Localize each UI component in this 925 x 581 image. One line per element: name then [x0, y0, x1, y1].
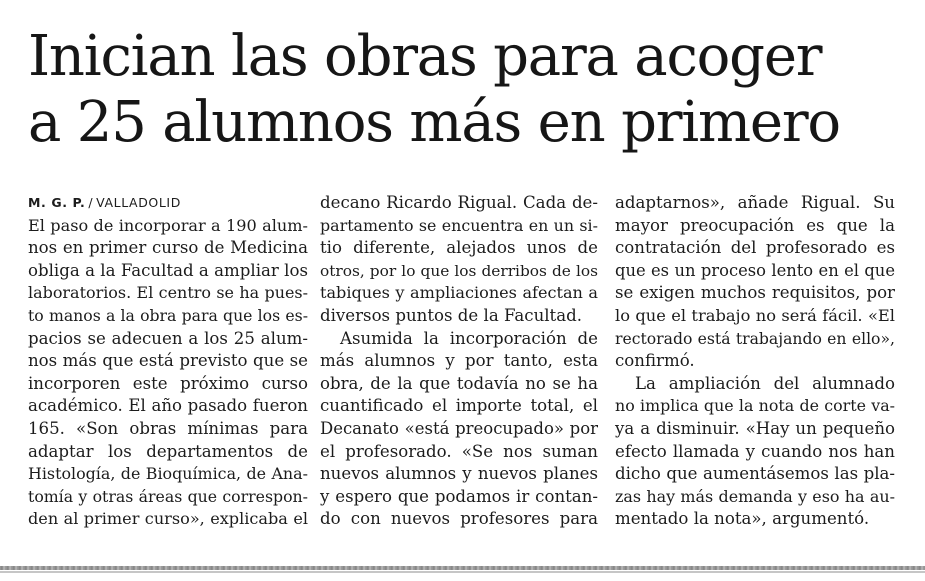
article-column-1 [28, 192, 308, 531]
text-line: 165. «Son obras mínimas para [28, 418, 308, 438]
text-line: Histología, de Bioquímica, de Ana- [28, 464, 308, 484]
text-line: laboratorios. El centro se ha pues- [28, 283, 308, 303]
text-line: el profesorado. «Se nos suman [320, 441, 598, 461]
article-column-3 [615, 192, 895, 531]
text-line: decano Ricardo Rigual. Cada de- [320, 193, 598, 212]
text-line: otros, por lo que los derribos de los [320, 261, 598, 280]
text-line: adaptar los departamentos de [28, 441, 308, 461]
text-line: que es un proceso lento en el que [615, 260, 895, 280]
text-line: nuevos alumnos y nuevos planes [320, 464, 598, 484]
text-line: rectorado está trabajando en ello», [615, 328, 895, 348]
article-column-2 [320, 192, 598, 531]
text-line: cuantificado el importe total, el [320, 396, 598, 416]
text-line: partamento se encuentra en un si- [320, 215, 598, 235]
text-line: académico. El año pasado fueron [28, 396, 308, 416]
text-line: se exigen muchos requisitos, por [615, 283, 895, 303]
text-line: ya a disminuir. «Hay un pequeño [615, 418, 895, 438]
text-line: to manos a la obra para que los es- [28, 305, 308, 325]
text-line: obliga a la Facultad a ampliar los [28, 260, 308, 280]
byline [28, 192, 308, 215]
text-line: efecto llamada y cuando nos han [615, 441, 895, 461]
text-line: den al primer curso», explicaba el [28, 509, 308, 529]
text-line: lo que el trabajo no será fácil. «El [615, 305, 895, 325]
text-line: Decanato «está preocupado» por [320, 418, 598, 438]
text-line: tabiques y ampliaciones afectan a [320, 283, 598, 303]
headline-line-1: Inician las obras para acoger [28, 24, 822, 89]
byline-separator: / [88, 195, 94, 210]
headline-line-2: a 25 alumnos más en primero [28, 90, 840, 155]
text-line: diversos puntos de la Facultad. [320, 305, 583, 325]
text-line: nos en primer curso de Medicina [28, 238, 308, 258]
bottom-rule-shadow [0, 571, 925, 573]
text-line: confirmó. [615, 351, 695, 371]
text-line: nos más que está previsto que se [28, 351, 308, 371]
text-line: zas hay más demanda y eso ha au- [615, 486, 895, 506]
text-line: mentado la nota», argumentó. [615, 509, 870, 529]
text-line: tio diferente, alejados unos de [320, 238, 598, 258]
text-line: El paso de incorporar a 190 alum- [28, 215, 308, 235]
text-line: mayor preocupación es que la [615, 215, 895, 235]
text-line: La ampliación del alumnado [635, 373, 895, 393]
text-line: obra, de la que todavía no se ha [320, 373, 598, 393]
text-line: y espero que podamos ir contan- [320, 486, 598, 506]
text-line: pacios se adecuen a los 25 alum- [28, 328, 308, 348]
text-line: contratación del profesorado es [615, 238, 895, 258]
text-line: do con nuevos profesores para [320, 509, 598, 529]
text-line: dicho que aumentásemos las pla- [615, 464, 895, 484]
text-line: adaptarnos», añade Rigual. Su [615, 193, 895, 212]
byline-author: M. G. P. [28, 195, 86, 210]
bottom-rule [0, 566, 925, 570]
text-line: Asumida la incorporación de [340, 328, 598, 348]
text-line: más alumnos y por tanto, esta [320, 351, 598, 371]
headline [28, 24, 908, 156]
byline-location: VALLADOLID [96, 195, 181, 210]
text-line: tomía y otras áreas que correspon- [28, 486, 308, 506]
text-line: no implica que la nota de corte va- [615, 396, 895, 416]
text-line: incorporen este próximo curso [28, 373, 308, 393]
